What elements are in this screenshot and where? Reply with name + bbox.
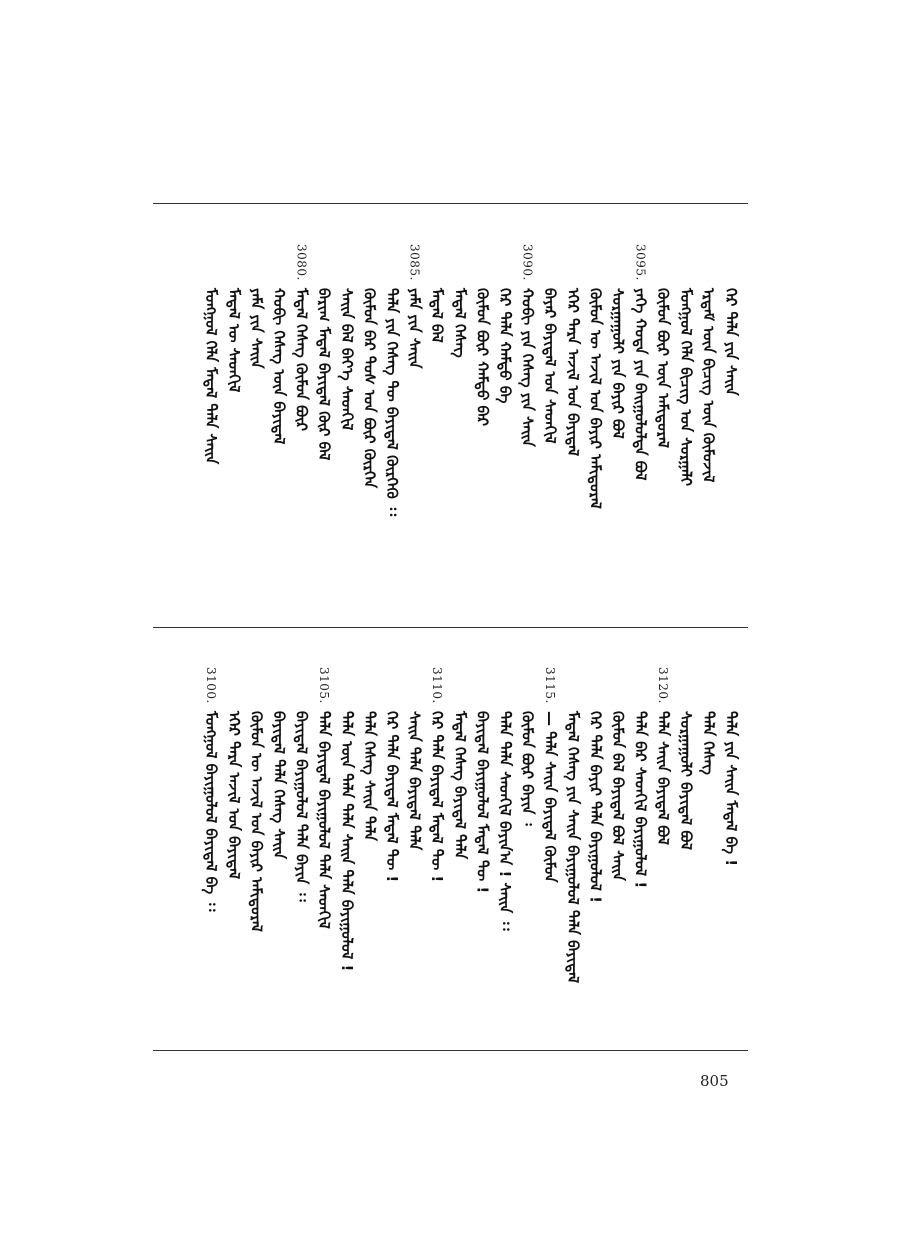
verse-line: [673, 244, 699, 486]
line-number: 3105.: [317, 667, 332, 704]
verse-line: [718, 244, 744, 396]
line-number: 3115.: [543, 667, 558, 704]
verse-line: [695, 667, 721, 775]
mongolian-verse-text: ᠬᠣᠪᠢ ᠶᠢᠨ ᠬᠡᠰᠡᠭ ᠶᠢᠨ ᠰᠠᠢᠨ: [518, 288, 537, 447]
verse-line: [311, 244, 337, 460]
mongolian-verse-text: ᠬᠦᠮᠦᠨ ᠪᠦᠷ ᠬᠠᠮᠲᠤ ᠪᠠᠷ: [473, 288, 492, 427]
mongolian-verse-text: ᠲᠠᠯᠠ ᠬᠡᠰᠡᠭ ᠰᠠᠢᠨ ᠲᠠᠯᠠ: [360, 711, 379, 842]
verse-line: [628, 244, 654, 481]
page-number: 805: [700, 1072, 729, 1090]
mongolian-verse-text: ᠪᠠᠷᠢᠭ ᠮᠡᠳᠡᠯ ᠪᠠᠶᠢᠳᠠᠯ ᠬᠦᠷ ᠪᠡᠯ: [315, 288, 334, 461]
verse-line: [650, 244, 676, 448]
line-number: 3110.: [430, 667, 445, 704]
verse-block-lower: [153, 667, 748, 1037]
verse-line: [537, 244, 563, 444]
verse-line: [334, 667, 360, 971]
verse-line: [582, 667, 608, 903]
verse-line: [537, 667, 563, 883]
verse-line: [402, 244, 428, 369]
mongolian-verse-text: ᠬᠦᠮᠦᠨ ᠪᠡᠯ ᠪᠠᠶᠢᠳᠠᠯ ᠪᠣᠯ ᠰᠠᠢᠨ: [609, 711, 627, 881]
mongolian-verse-text: ᠡᠷᠳᠡᠮ ᠦᠨ ᠪᠢᠴᠢᠭ ᠦᠨ ᠬᠥᠮᠦᠵᠢᠯ: [699, 288, 718, 483]
verse-line: [289, 667, 315, 902]
verse-line: [266, 244, 292, 444]
mongolian-verse-text: ᠮᠣᠩᠭᠣᠯ ᠪᠠᠶᠢᠭᠤᠯᠤᠯ ᠪᠠᠶᠢᠳᠠᠯ ᠪᠠ ᠄᠄: [202, 711, 221, 912]
verse-line: [243, 667, 269, 932]
verse-line: [695, 244, 721, 482]
mongolian-verse-text: ᠪᠠᠶᠢᠳᠠᠯ ᠪᠠᠶᠢᠭᠤᠯᠤᠯ ᠮᠡᠳᠡᠯ ᠲᠦ !: [473, 711, 492, 894]
mongolian-verse-text: ᠬᠦᠮᠦᠨ ᠦ ᠠᠵᠢᠯ ᠤᠨ ᠪᠠᠶᠢᠷ ᠠᠮᠢᠳᠤᠷᠠᠯ: [247, 711, 266, 932]
mongolian-verse-text: ᠭᠡᠷ ᠲᠠᠯᠠ ᠪᠠᠶᠢᠳᠠᠯ ᠮᠡᠳᠡᠯ ᠲᠦ !: [383, 711, 401, 883]
verse-line: [447, 667, 473, 859]
mongolian-verse-text: — ᠲᠠᠯᠠ ᠰᠠᠢᠨ ᠪᠠᠶᠢᠳᠠᠯ ᠬᠦᠮᠦᠨ: [541, 711, 560, 883]
line-number: 3120.: [656, 667, 671, 704]
mongolian-verse-text: ᠭᠡᠷ ᠲᠠᠯᠠ ᠬᠠᠮᠲᠤ ᠪᠡ: [496, 288, 514, 404]
mongolian-verse-text: ᠶᠡᠬᠡ ᠬᠣᠲᠠ ᠶᠢᠨ ᠪᠠᠢᠭᠤᠯᠤᠯᠲᠠ ᠪᠣᠯ: [631, 288, 650, 481]
mongolian-verse-text: ᠮᠡᠳᠡᠯ ᠬᠡᠰᠡᠭ ᠬᠦᠮᠦᠨ ᠪᠦᠷ: [292, 288, 311, 432]
bottom-rule: [153, 1050, 748, 1051]
mongolian-verse-text: ᠮᠡᠳᠡᠯ ᠦ ᠰᠡᠳᠬᠢᠯ: [224, 288, 243, 393]
mongolian-verse-text: ᠮᠡᠳᠡᠯ ᠬᠡᠰᠡᠭ ᠶᠢᠨ ᠰᠠᠢᠨ ᠪᠠᠶᠢᠭᠤᠯᠤᠯ ᠲᠠᠯᠠ ᠪᠠᠶᠢᠳᠠᠯ: [563, 711, 582, 984]
verse-line: [221, 667, 247, 879]
mongolian-verse-text: ᠮᠣᠩᠭᠣᠯ ᠬᠡᠯᠡ ᠮᠡᠳᠡᠯ ᠲᠠᠯᠠ ᠰᠠᠢᠨ: [202, 288, 221, 465]
verse-line: [198, 667, 224, 911]
mongolian-verse-text: ᠮᠡᠳᠡᠯ ᠪᠡᠯ: [428, 288, 447, 343]
mongolian-verse-text: ᠭᠡᠷ ᠲᠠᠯᠠ ᠪᠠᠶᠢᠳᠠᠯ ᠮᠡᠳᠡᠯ ᠲᠦ !: [428, 711, 447, 883]
mongolian-verse-text: ᠰᠤᠷᠭᠠᠭᠤᠯᠢ ᠪᠠᠶᠢᠳᠠᠯ ᠪᠣᠯ: [676, 711, 695, 851]
verse-line: [515, 244, 541, 447]
mongolian-verse-text: ᠰᠠᠢᠨ ᠲᠠᠯᠠ ᠪᠠᠶᠢᠳᠠᠯ ᠲᠠᠯᠠ: [405, 711, 424, 851]
verse-line: [515, 667, 541, 826]
mongolian-verse-text: ᠪᠠᠶᠠᠷ ᠪᠠᠶᠢᠳᠠᠯ ᠤᠨ ᠰᠡᠳᠬᠢᠯ: [541, 288, 560, 444]
mongolian-verse-text: ᠮᠡᠳᠡᠯ ᠬᠡᠰᠡᠭ ᠪᠠᠶᠢᠳᠠᠯ ᠲᠠᠯᠠ: [450, 711, 469, 860]
line-number: 3080.: [294, 244, 309, 281]
verse-line: [469, 667, 495, 893]
middle-rule: [153, 627, 748, 628]
mongolian-verse-text: ᠬᠦᠮᠦᠨ ᠪᠦᠷ ᠦᠨ ᠠᠮᠢᠳᠤᠷᠠᠯ: [654, 288, 673, 448]
verse-line: [673, 667, 699, 850]
mongolian-verse-text: ᠮᠡᠳᠡᠯ ᠬᠡᠰᠡᠭ: [450, 288, 469, 358]
mongolian-verse-text: ᠬᠣᠪᠢ ᠬᠡᠰᠡᠭ ᠦᠨ ᠪᠠᠶᠢᠳᠠᠯ: [270, 288, 288, 445]
mongolian-verse-text: ᠶᠠᠮᠠ ᠶᠢᠨ ᠰᠠᠢᠨ: [405, 288, 424, 369]
mongolian-verse-text: ᠶᠠᠮᠠ ᠶᠢᠨ ᠰᠠᠢᠨ: [247, 288, 266, 369]
verse-block-upper: [153, 244, 748, 614]
mongolian-verse-text: ᠪᠠᠶᠢᠳᠠᠯ ᠲᠠᠯᠠ ᠬᠡᠰᠡᠭ ᠰᠠᠢᠨ: [270, 711, 288, 860]
verse-line: [334, 244, 360, 430]
verse-line: [492, 244, 518, 403]
line-number: 3085.: [407, 244, 422, 281]
verse-line: [447, 244, 473, 358]
verse-line: [198, 244, 224, 464]
mongolian-verse-text: ᠲᠠᠯᠠ ᠲᠠᠯᠠ ᠰᠡᠳᠬᠢᠯ ᠪᠠᠶᠢᠨ᠎ᠠ ! ᠰᠠᠢᠨ ᠄᠄: [496, 711, 514, 931]
verse-line: [356, 667, 382, 841]
mongolian-verse-text: ᠲᠠᠯᠠ ᠬᠡᠰᠡᠭ: [699, 711, 718, 775]
verse-line: [424, 244, 450, 343]
verse-line: [311, 667, 337, 929]
mongolian-verse-text: ᠪᠠᠶᠢᠳᠠᠯ ᠪᠠᠶᠢᠭᠤᠯᠤᠯ ᠲᠠᠯᠠ ᠪᠠᠶᠢᠨ ᠄᠄: [292, 711, 311, 902]
mongolian-verse-text: ᠡᠭᠡᠷ ᠲᠡᠷᠡ ᠠᠵᠢᠯ ᠤᠨ ᠪᠠᠶᠢᠳᠠᠯ: [563, 288, 582, 457]
verse-line: [605, 667, 631, 881]
mongolian-verse-text: ᠡᠭᠡᠷ ᠲᠡᠷᠡ ᠠᠵᠢᠯ ᠤᠨ ᠪᠠᠶᠢᠳᠠᠯ: [224, 711, 243, 880]
verse-line: [356, 244, 382, 488]
verse-line: [289, 244, 315, 431]
mongolian-verse-text: ᠮᠣᠩᠭᠣᠯ ᠬᠡᠯᠡ ᠪᠢᠴᠢᠭ ᠤᠨ ᠰᠤᠷᠭᠠᠯᠢ: [676, 288, 695, 487]
verse-line: [560, 667, 586, 983]
verse-line: [266, 667, 292, 859]
verse-line: [221, 244, 247, 392]
mongolian-verse-text: ᠰᠤᠷᠭᠠᠭᠤᠯᠢ ᠶᠢᠨ ᠪᠠᠶᠢᠷ ᠪᠣᠯ: [609, 288, 627, 439]
mongolian-verse-text: ᠲᠠᠯᠠ ᠶᠢᠨ ᠰᠠᠢᠨ ᠮᠡᠳᠡᠯ ᠪᠠ !: [722, 711, 740, 867]
verse-line: [650, 667, 676, 845]
top-rule: [153, 203, 748, 204]
verse-line: [492, 667, 518, 931]
verse-line: [243, 244, 269, 369]
verse-line: [628, 667, 654, 888]
line-number: 3090.: [520, 244, 535, 281]
verse-line: [605, 244, 631, 439]
verse-line: [402, 667, 428, 850]
mongolian-verse-text: ᠬᠦᠮᠦᠨ ᠪᠦᠷ ᠪᠠᠶᠢᠨ ᠄: [518, 711, 537, 826]
verse-line: [582, 244, 608, 509]
mongolian-verse-text: ᠭᠡᠷ ᠲᠠᠯᠠ ᠪᠠᠶᠢᠷ ᠲᠠᠯᠠ ᠪᠠᠶᠢᠭᠤᠯᠤᠯ !: [586, 711, 605, 903]
verse-line: [379, 667, 405, 882]
verse-line: [379, 244, 405, 516]
line-number: 3100.: [204, 667, 219, 704]
mongolian-verse-text: ᠲᠠᠯᠠ ᠰᠠᠢᠨ ᠪᠠᠶᠢᠳᠠᠯ ᠪᠣᠯ: [654, 711, 673, 846]
mongolian-verse-text: ᠲᠠᠯᠠ ᠪᠠᠶᠢᠳᠠᠯ ᠪᠠᠶᠢᠭᠤᠯᠤᠯ ᠲᠠᠯᠠ ᠰᠡᠳᠬᠢᠯ: [315, 711, 334, 929]
mongolian-verse-text: ᠰᠠᠢᠨ ᠪᠡᠯ ᠪᠡᠶ᠎ᠡ ᠰᠡᠳᠬᠢᠯ: [337, 288, 356, 431]
verse-line: [718, 667, 744, 866]
mongolian-verse-text: ᠲᠠᠯᠠ ᠶᠢᠨ ᠬᠡᠰᠡᠭ ᠲᠦ ᠪᠠᠶᠢᠳᠠᠯ ᠬᠦᠷᠬᠡᠬᠦ ᠄᠄: [383, 288, 401, 517]
mongolian-verse-text: ᠬᠦᠮᠦᠨ ᠪᠡᠷ ᠲᠤᠰ ᠤᠨ ᠪᠦᠷ ᠬᠦᠷᠭᠡᠨ: [360, 288, 379, 489]
mongolian-verse-text: ᠲᠠᠯᠠ ᠦᠨ ᠲᠠᠯᠠ ᠲᠠᠯᠠ ᠰᠠᠢᠨ ᠲᠠᠯᠠ ᠪᠠᠶᠢᠭᠤᠯᠤᠯ !: [337, 711, 356, 972]
verse-line: [560, 244, 586, 456]
verse-line: [424, 667, 450, 882]
verse-line: [469, 244, 495, 426]
mongolian-verse-text: ᠲᠠᠯᠠ ᠪᠠᠷ ᠰᠡᠳᠬᠢᠯ ᠪᠠᠶᠢᠭᠤᠯᠤᠯ !: [631, 711, 650, 889]
line-number: 3095.: [633, 244, 648, 281]
mongolian-verse-text: ᠬᠦᠮᠦᠨ ᠦ ᠠᠵᠢᠯ ᠤᠨ ᠪᠠᠶᠢᠷ ᠠᠮᠢᠳᠤᠷᠠᠯ: [586, 288, 605, 509]
mongolian-verse-text: ᠭᠡᠷ ᠲᠠᠯᠠ ᠶᠢᠨ ᠰᠠᠢᠨ: [722, 288, 740, 396]
